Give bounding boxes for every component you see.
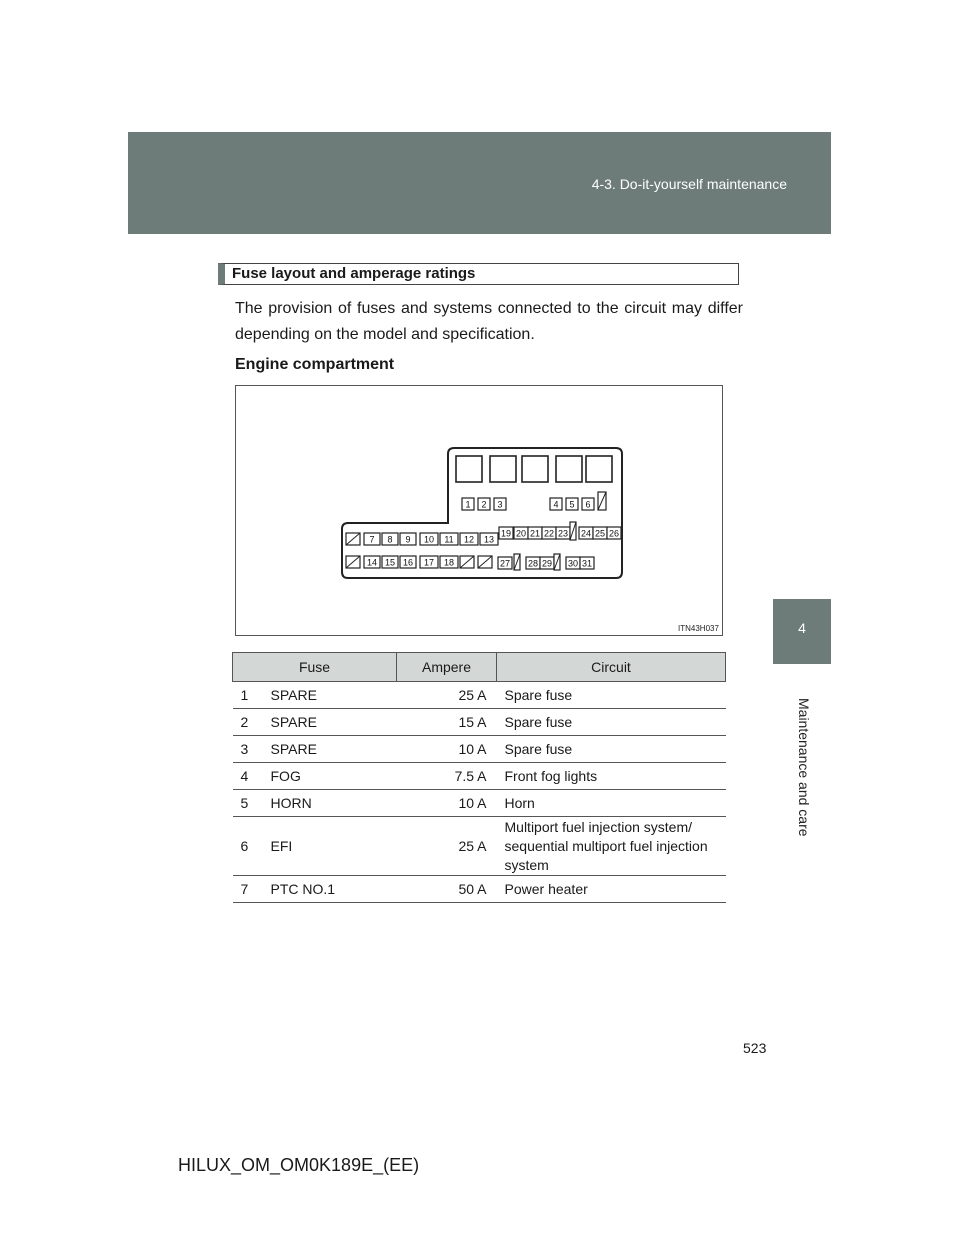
fuse-label: 25 — [594, 528, 606, 539]
fuse-circuit: Spare fuse — [497, 736, 726, 763]
fuse-label: 28 — [527, 558, 539, 569]
fuse-label: 27 — [499, 558, 511, 569]
fuse-label: 3 — [497, 499, 503, 510]
header-section-title: 4-3. Do-it-yourself maintenance — [591, 176, 787, 192]
fuse-circuit: Front fog lights — [497, 763, 726, 790]
fuse-circuit: Power heater — [497, 876, 726, 903]
chapter-tab: 4 — [773, 599, 831, 664]
fuse-label: 1 — [465, 499, 471, 510]
header-circuit: Circuit — [497, 653, 726, 682]
fuse-label: 8 — [387, 534, 393, 545]
table-row — [233, 817, 726, 876]
fuse-label: 21 — [529, 528, 541, 539]
table-row — [233, 736, 726, 763]
fuse-label: 2 — [481, 499, 487, 510]
fuse-number: 1 — [233, 682, 263, 709]
fuse-name: SPARE — [263, 709, 397, 736]
fuse-label: 18 — [443, 557, 455, 568]
fuse-label: 17 — [423, 557, 435, 568]
table-row — [233, 790, 726, 817]
fuse-name: PTC NO.1 — [263, 876, 397, 903]
fuse-label: 12 — [463, 534, 475, 545]
fuse-box-svg — [236, 386, 724, 637]
table-row — [233, 682, 726, 709]
fuse-label: 16 — [402, 557, 414, 568]
fuse-label: 5 — [569, 499, 575, 510]
intro-paragraph: The provision of fuses and systems connected to the circuit may differ depending on the model and specification. — [235, 300, 743, 343]
fuse-ampere: 15 A — [397, 709, 497, 736]
fuse-circuit: Spare fuse — [497, 709, 726, 736]
fuse-ampere: 10 A — [397, 790, 497, 817]
fuse-label: 7 — [369, 534, 375, 545]
fuse-circuit: Horn — [497, 790, 726, 817]
chapter-label: Maintenance and care — [796, 698, 812, 837]
relay-block — [586, 456, 612, 482]
fuse-name: SPARE — [263, 682, 397, 709]
fuse-label: 23 — [557, 528, 569, 539]
fuse-ampere: 10 A — [397, 736, 497, 763]
page-number: 523 — [743, 1040, 767, 1056]
relay-group — [456, 456, 612, 482]
fuse-label: 13 — [483, 534, 495, 545]
fuse-label: 29 — [541, 558, 553, 569]
fuse-label: 20 — [515, 528, 527, 539]
relay-block — [556, 456, 582, 482]
relay-block — [456, 456, 482, 482]
fuse-label: 9 — [405, 534, 411, 545]
header-ampere: Ampere — [397, 653, 497, 682]
fuse-circuit: Spare fuse — [497, 682, 726, 709]
table-header-row — [233, 653, 726, 682]
fuse-circuit: Multiport fuel injection system/ sequential multiport fuel injection system — [497, 817, 726, 876]
fuse-number: 6 — [233, 817, 263, 876]
fuse-label: 15 — [384, 557, 396, 568]
relay-block — [490, 456, 516, 482]
fuse-label: 10 — [423, 534, 435, 545]
table-row — [233, 709, 726, 736]
fuse-number: 4 — [233, 763, 263, 790]
fuse-label: 19 — [500, 528, 512, 539]
fuse-label: 4 — [553, 499, 559, 510]
fuse-ampere: 25 A — [397, 682, 497, 709]
fuse-label: 24 — [580, 528, 592, 539]
fuse-name: SPARE — [263, 736, 397, 763]
document-code: HILUX_OM_OM0K189E_(EE) — [178, 1155, 420, 1175]
fuse-label: 11 — [444, 534, 454, 545]
fuse-ampere: 50 A — [397, 876, 497, 903]
fuse-number: 3 — [233, 736, 263, 763]
table-row — [233, 876, 726, 903]
fuse-label: 22 — [543, 528, 555, 539]
fuse-number: 5 — [233, 790, 263, 817]
fuse-name: FOG — [263, 763, 397, 790]
fuse-ampere: 7.5 A — [397, 763, 497, 790]
header-fuse: Fuse — [233, 653, 397, 682]
fuse-label: 6 — [585, 499, 591, 510]
fuse-label: 31 — [581, 558, 593, 569]
fuse-label: 26 — [608, 528, 620, 539]
relay-block — [522, 456, 548, 482]
fuse-name: EFI — [263, 817, 397, 876]
fuse-label: 14 — [366, 557, 378, 568]
section-title: Fuse layout and amperage ratings — [218, 263, 739, 285]
table-row — [233, 763, 726, 790]
fuse-name: HORN — [263, 790, 397, 817]
fuse-label: 30 — [567, 558, 579, 569]
fuse-ampere: 25 A — [397, 817, 497, 876]
fuse-number: 7 — [233, 876, 263, 903]
fuse-box-diagram — [235, 385, 723, 636]
fuse-number: 2 — [233, 709, 263, 736]
header-band — [128, 132, 831, 234]
fuse-table — [232, 652, 726, 903]
figure-code: ITN43H037 — [678, 624, 719, 633]
subheading: Engine compartment — [235, 356, 395, 373]
